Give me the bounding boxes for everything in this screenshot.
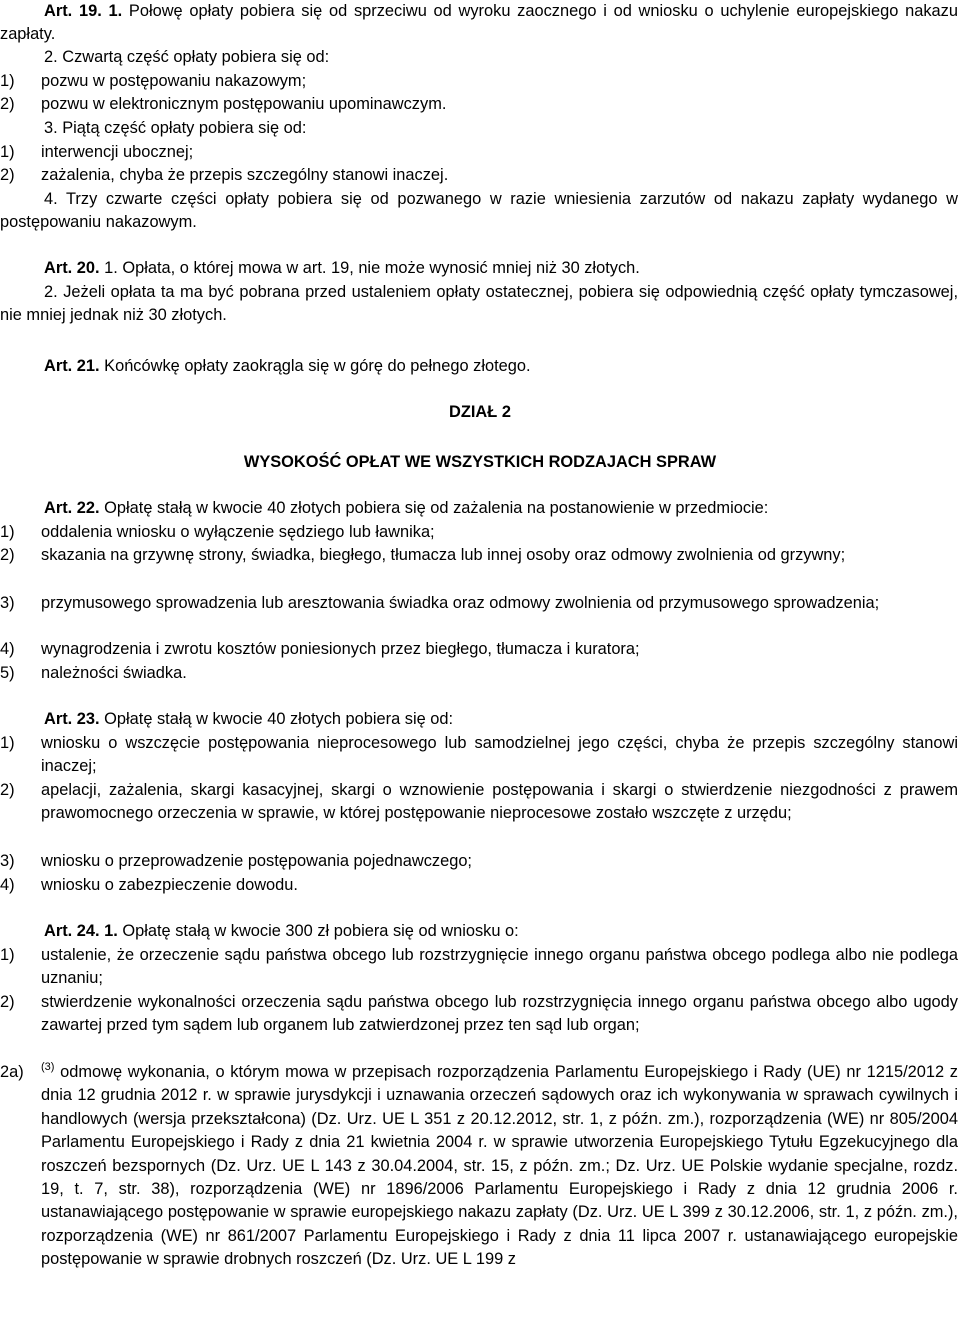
item-number: 2) — [0, 95, 15, 113]
article-label: Art. 21. — [44, 357, 100, 375]
art19-paragraph-3 — [0, 117, 958, 140]
paragraph-text: Opłata, o której mowa w art. 19, nie może wynosić mniej niż 30 złotych. — [122, 259, 640, 277]
item-number: 2) — [0, 166, 15, 184]
item-number: 2a) — [0, 1063, 24, 1081]
item-number: 1) — [0, 72, 15, 90]
art24-paragraph-1 — [0, 920, 958, 943]
division-subtitle: WYSOKOŚĆ OPŁAT WE WSZYSTKICH RODZAJACH SPRAW — [243, 453, 717, 471]
list-item — [0, 662, 958, 685]
paragraph-number: 2. — [44, 283, 58, 301]
item-text: ustalenie, że orzeczenie sądu państwa obcego lub rozstrzygnięcie innego organu państwa obcego podlega albo nie podlega uznaniu; — [41, 946, 958, 988]
footnote-marker: (3) — [41, 1061, 55, 1073]
item-number: 1) — [0, 734, 15, 752]
paragraph-number: 1. — [104, 259, 118, 277]
item-number: 1) — [0, 523, 15, 541]
paragraph-number: 3. — [44, 119, 58, 137]
paragraph-text: Opłatę stałą w kwocie 40 złotych pobiera się od: — [104, 710, 454, 728]
item-text: pozwu w elektronicznym postępowaniu upominawczym. — [41, 95, 447, 113]
item-text: wynagrodzenia i zwrotu kosztów poniesionych przez biegłego, tłumacza i kuratora; — [41, 640, 640, 658]
item-number: 4) — [0, 640, 15, 658]
item-text — [41, 1061, 958, 1272]
article-label: Art. 20. — [44, 259, 100, 277]
art21-paragraph — [0, 355, 958, 378]
item-number: 3) — [0, 852, 15, 870]
art22-paragraph — [0, 497, 958, 520]
list-item — [0, 93, 958, 116]
item-text: wniosku o zabezpieczenie dowodu. — [41, 876, 298, 894]
item-text: pozwu w postępowaniu nakazowym; — [41, 72, 307, 90]
article-label: Art. 23. — [44, 710, 100, 728]
article-label: Art. 24. 1. — [44, 922, 118, 940]
list-item — [0, 850, 958, 873]
item-number: 2) — [0, 993, 15, 1011]
item-text-body: odmowę wykonania, o którym mowa w przepisach rozporządzenia Parlamentu Europejskiego i Rady (UE) nr 1215/2012 z dnia 12 grudnia 2012 r. w sprawie jurysdykcji i uznawania orzeczeń sądowych oraz ich wykonywania w sprawach cywilnych i handlowych (wersja przekształcona) (Dz. Urz. UE L 351 z 20.12.2012, str. 1, z późn. zm.), rozporządzenia (WE) nr 805/2004 Parlamentu Europejskiego i Rady z dnia 21 kwietnia 2004 r. w sprawie utworzenia Europejskiego Tytułu Egzekucyjnego dla roszczeń bezspornych (Dz. Urz. UE L 143 z 30.04.2004, str. 15, z późn. zm.; Dz. Urz. UE Polskie wydanie specjalne, rozdz. 19, t. 7, str. 38), rozporządzenia (WE) nr 1896/2006 Parlamentu Europejskiego i Rady z dnia 12 grudnia 2006 r. ustanawiającego postępowanie w sprawie europejskiego nakazu zapłaty (Dz. Urz. UE L 399 z 30.12.2006, str. 1, z późn. zm.), rozporządzenia (WE) nr 861/2007 Parlamentu Europejskiego i Rady z dnia 11 lipca 2007 r. ustanawiającego europejskie postępowanie w sprawie drobnych roszczeń (Dz. Urz. UE L 199 z — [41, 1063, 958, 1269]
item-text: zażalenia, chyba że przepis szczególny stanowi inaczej. — [41, 166, 449, 184]
item-text: skazania na grzywnę strony, świadka, biegłego, tłumacza lub innej osoby oraz odmowy zwolnienia od grzywny; — [41, 546, 846, 564]
list-item — [0, 874, 958, 897]
list-item — [0, 141, 958, 164]
list-item — [0, 592, 958, 615]
paragraph-text: Końcówkę opłaty zaokrągla się w górę do pełnego złotego. — [104, 357, 531, 375]
art19-paragraph-4 — [0, 188, 958, 235]
item-text: oddalenia wniosku o wyłączenie sędziego lub ławnika; — [41, 523, 435, 541]
paragraph-text: Opłatę stałą w kwocie 40 złotych pobiera się od zażalenia na postanowienie w przedmiocie: — [104, 499, 769, 517]
paragraph-text: Opłatę stałą w kwocie 300 zł pobiera się od wniosku o: — [122, 922, 519, 940]
list-item — [0, 991, 958, 1038]
art19-paragraph-2 — [0, 46, 958, 69]
art20-paragraph-1 — [0, 257, 958, 280]
division-title: DZIAŁ 2 — [449, 403, 511, 421]
item-text: wniosku o przeprowadzenie postępowania pojednawczego; — [41, 852, 472, 870]
list-item — [0, 638, 958, 661]
list-item — [0, 164, 958, 187]
item-text: interwencji ubocznej; — [41, 143, 194, 161]
paragraph-number: 2. — [44, 48, 58, 66]
item-text: wniosku o wszczęcie postępowania nieprocesowego lub samodzielnej jego części, chyba że przepis szczególny stanowi inaczej; — [41, 734, 958, 776]
item-number: 5) — [0, 664, 15, 682]
paragraph-text: Trzy czwarte części opłaty pobiera się od pozwanego w razie wniesienia zarzutów od nakazu zapłaty wydanego w postępowaniu nakazowym. — [0, 190, 958, 232]
art19-paragraph-1 — [0, 0, 958, 47]
art20-paragraph-2 — [0, 281, 958, 328]
item-text: stwierdzenie wykonalności orzeczenia sądu państwa obcego lub rozstrzygnięcia innego organu państwa obcego albo ugody zawartej przed tym sądem lub organem lub zatwierdzonej przez ten sąd lub organ; — [41, 993, 958, 1035]
paragraph-text: Czwartą część opłaty pobiera się od: — [62, 48, 330, 66]
item-number: 4) — [0, 876, 15, 894]
art23-paragraph — [0, 708, 958, 731]
item-text: apelacji, zażalenia, skargi kasacyjnej, skargi o wznowienie postępowania i skargi o stwierdzenie niezgodności z prawem prawomocnego orzeczenia w sprawie, w której postępowanie nieprocesowe zostało wszczęte z urzędu; — [41, 781, 958, 823]
item-number: 3) — [0, 594, 15, 612]
item-number: 1) — [0, 946, 15, 964]
article-label: Art. 22. — [44, 499, 100, 517]
paragraph-number: 4. — [44, 190, 58, 208]
list-item — [0, 732, 958, 779]
list-item — [0, 70, 958, 93]
item-number: 1) — [0, 143, 15, 161]
item-number: 2) — [0, 781, 15, 799]
list-item — [0, 521, 958, 544]
list-item — [0, 944, 958, 991]
list-item — [0, 544, 958, 567]
paragraph-text: Piątą część opłaty pobiera się od: — [62, 119, 307, 137]
list-item — [0, 1061, 958, 1272]
item-text: przymusowego sprowadzenia lub aresztowania świadka oraz odmowy zwolnienia od przymusowego sprowadzenia; — [41, 594, 880, 612]
paragraph-text: Połowę opłaty pobiera się od sprzeciwu od wyroku zaocznego i od wniosku o uchylenie europejskiego nakazu zapłaty. — [0, 2, 958, 44]
item-number: 2) — [0, 546, 15, 564]
paragraph-text: Jeżeli opłata ta ma być pobrana przed ustaleniem opłaty ostatecznej, pobiera się odpowiednią część opłaty tymczasowej, nie mniej jednak niż 30 złotych. — [0, 283, 958, 325]
list-item — [0, 779, 958, 826]
item-text: należności świadka. — [41, 664, 187, 682]
article-label: Art. 19. 1. — [44, 2, 123, 20]
